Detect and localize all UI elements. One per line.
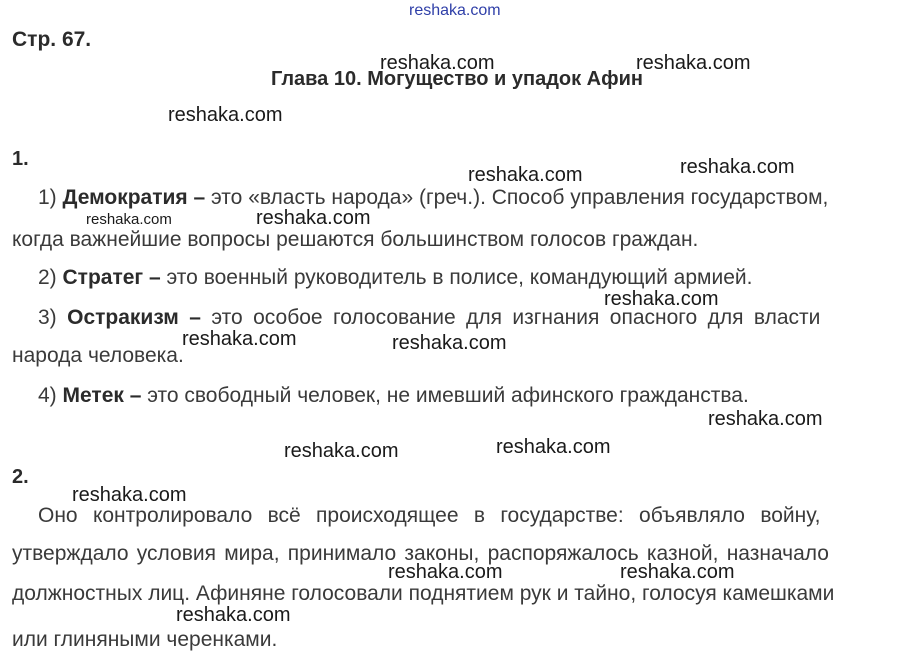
watermark: reshaka.com (284, 440, 399, 462)
section-1-number: 1. (12, 148, 29, 170)
term-dash: – (178, 306, 201, 329)
definition-item-1 (38, 186, 828, 210)
term-dash: – (123, 384, 142, 407)
answer-line-4: или глиняными черенками. (12, 628, 278, 651)
definition-text: это особое голосование для изгнания опасного для власти (200, 306, 821, 329)
definition-item-3 (38, 306, 904, 330)
watermark: reshaka.com (680, 156, 795, 178)
watermark: reshaka.com (388, 561, 503, 583)
watermark: reshaka.com (168, 104, 283, 126)
item-prefix: 1) (38, 186, 63, 209)
watermark: reshaka.com (636, 52, 751, 74)
answer-line-2: утверждало условия мира, принимало законы, распоряжалось казной, назначало (12, 542, 829, 565)
term-dash: – (143, 266, 161, 289)
top-watermark: reshaka.com (409, 2, 501, 19)
term-metic: Метек (62, 384, 124, 407)
watermark: reshaka.com (496, 436, 611, 458)
term-democracy: Демократия (62, 186, 188, 209)
term-strategos: Стратег (62, 266, 144, 289)
definition-item-3-continued: народа человека. (12, 344, 184, 367)
watermark: reshaka.com (380, 52, 495, 74)
watermark: reshaka.com (182, 328, 297, 350)
definition-text: это «власть народа» (греч.). Способ управления государством, (205, 186, 829, 209)
section-2-number: 2. (12, 466, 29, 488)
answer-line-1: Оно контролировало всё происходящее в государстве: объявляло войну, (38, 504, 821, 527)
watermark: reshaka.com (176, 604, 291, 626)
item-prefix: 2) (38, 266, 63, 289)
watermark: reshaka.com (604, 288, 719, 310)
watermark: reshaka.com (708, 408, 823, 430)
answer-line-3: должностных лиц. Афиняне голосовали поднятием рук и тайно, голосуя камешками (12, 582, 835, 605)
watermark: reshaka.com (620, 561, 735, 583)
definition-text: это военный руководитель в полисе, командующий армией. (160, 266, 753, 289)
definition-item-4 (38, 384, 749, 408)
watermark: reshaka.com (72, 484, 187, 506)
term-ostracism: Остракизм (67, 306, 179, 329)
term-dash: – (187, 186, 206, 209)
item-prefix: 3) (38, 306, 68, 329)
definition-item-2 (38, 266, 752, 290)
watermark: reshaka.com (256, 207, 371, 229)
watermark: reshaka.com (392, 332, 507, 354)
page-number: Стр. 67. (12, 28, 92, 51)
definition-item-1-continued: когда важнейшие вопросы решаются большинством голосов граждан. (12, 228, 699, 251)
watermark: reshaka.com (468, 164, 583, 186)
item-prefix: 4) (38, 384, 63, 407)
definition-text: это свободный человек, не имевший афинского гражданства. (141, 384, 749, 407)
watermark: reshaka.com (86, 211, 172, 228)
chapter-title: Глава 10. Могущество и упадок Афин (270, 68, 643, 90)
